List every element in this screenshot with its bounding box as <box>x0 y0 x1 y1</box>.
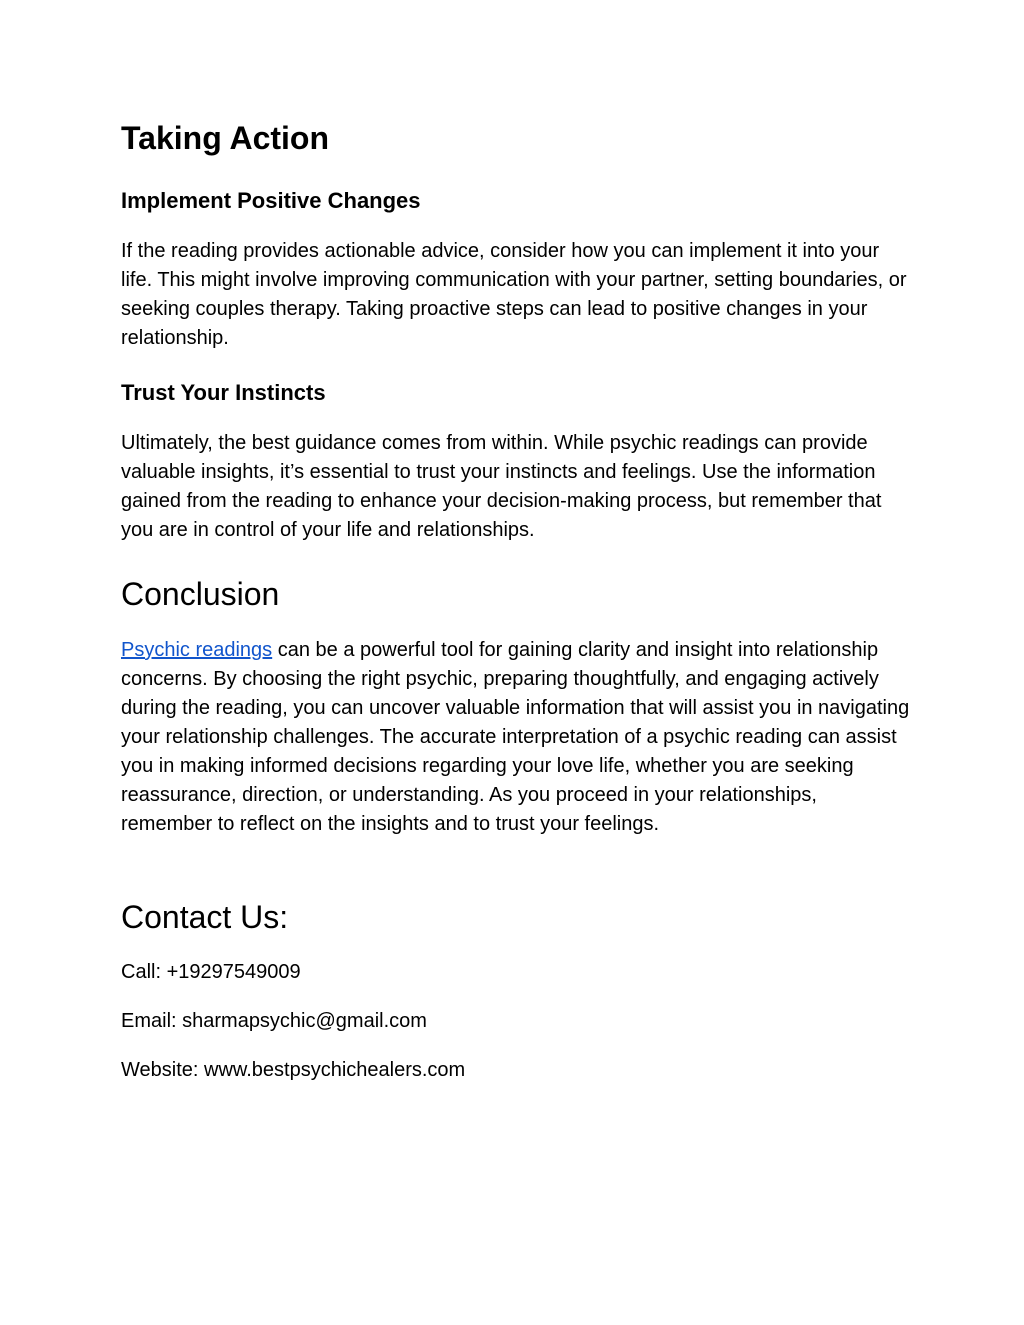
trust-your-instincts-paragraph: Ultimately, the best guidance comes from within. While psychic readings can provide valuable insights, it’s essential to trust your instincts and feelings. Use the information gained from the reading to enhance your decision-making process, but remember that you are in control of your life and relationships. <box>121 432 882 541</box>
contact-website: Website: www.bestpsychichealers.com <box>121 1059 466 1081</box>
taking-action-heading: Taking Action <box>121 120 329 156</box>
conclusion-heading: Conclusion <box>121 576 280 612</box>
contact-us-heading: Contact Us: <box>121 899 289 935</box>
conclusion-body-text: can be a powerful tool for gaining clarity and insight into relationship concerns. By choosing the right psychic, preparing thoughtfully, and engaging actively during the reading, you can uncover valuable information that will assist you in navigating your relationship challenges. The accurate interpretation of a psychic reading can assist you in making informed decisions regarding your love life, whether you are seeking reassurance, direction, or understanding. As you proceed in your relationships, remember to reflect on the insights and to trust your feelings. <box>121 639 910 835</box>
implement-positive-changes-heading: Implement Positive Changes <box>121 188 421 213</box>
contact-email: Email: sharmapsychic@gmail.com <box>121 1010 427 1032</box>
trust-your-instincts-heading: Trust Your Instincts <box>121 380 326 405</box>
contact-call: Call: +19297549009 <box>121 961 301 983</box>
conclusion-paragraph <box>121 636 911 839</box>
psychic-readings-link[interactable]: Psychic readings <box>121 639 273 661</box>
implement-positive-changes-paragraph: If the reading provides actionable advice, consider how you can implement it into your life. This might involve improving communication with your partner, setting boundaries, or seeking couples therapy. Taking proactive steps can lead to positive changes in your relationship. <box>121 240 907 349</box>
